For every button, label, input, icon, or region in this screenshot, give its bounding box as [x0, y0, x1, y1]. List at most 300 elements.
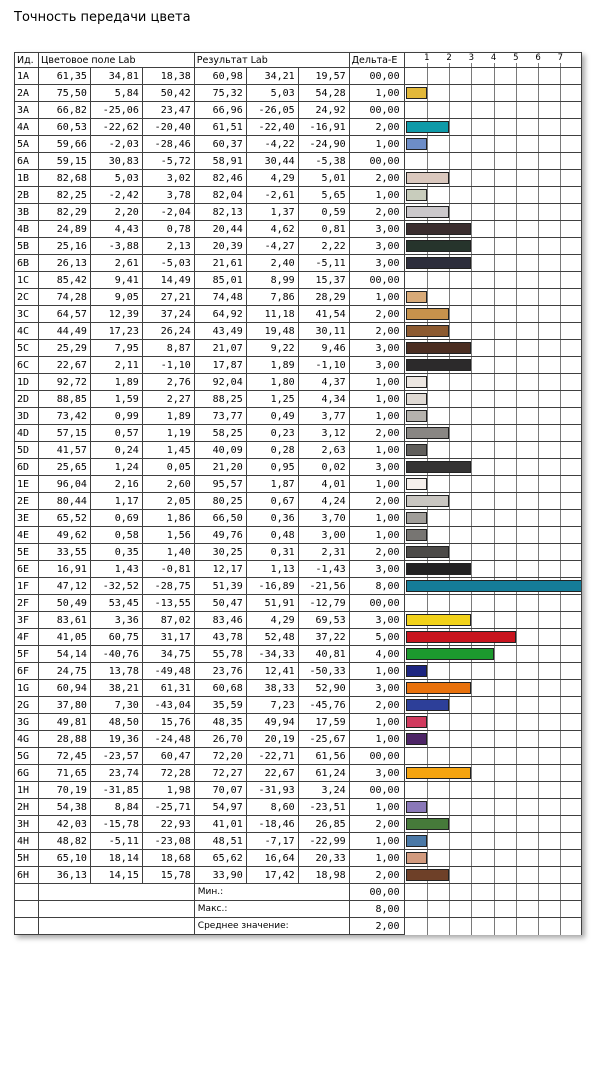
scale-gridline — [560, 204, 561, 220]
scale-gridline — [560, 867, 561, 883]
scale-gridline — [494, 731, 495, 747]
patch-id: 2G — [15, 697, 39, 714]
patch-a-value: -2,03 — [90, 136, 142, 153]
delta-e-value: 1,00 — [349, 663, 404, 680]
scale-gridline — [516, 391, 517, 407]
scale-gridline — [538, 255, 539, 271]
result-b-value: 61,56 — [298, 748, 349, 765]
delta-e-value: 1,00 — [349, 408, 404, 425]
scale-gridline — [449, 884, 450, 900]
scale-gridline — [560, 476, 561, 492]
result-a-value: 52,48 — [246, 629, 298, 646]
patch-b-value: 3,78 — [142, 187, 194, 204]
scale-tick — [494, 63, 495, 67]
result-a-value: 2,40 — [246, 255, 298, 272]
scale-gridline — [538, 527, 539, 543]
result-b-value: -50,33 — [298, 663, 349, 680]
delta-e-bar-cell — [404, 493, 581, 510]
result-l-value: 82,46 — [194, 170, 246, 187]
scale-gridline — [427, 374, 428, 390]
patch-id: 5A — [15, 136, 39, 153]
summary-label: Мин.: — [194, 884, 349, 901]
patch-b-value: -28,75 — [142, 578, 194, 595]
delta-e-bar-cell — [404, 510, 581, 527]
scale-gridline — [494, 850, 495, 866]
scale-gridline — [494, 816, 495, 832]
delta-e-value: 00,00 — [349, 153, 404, 170]
scale-gridline — [560, 527, 561, 543]
patch-b-value: 0,05 — [142, 459, 194, 476]
delta-e-bar — [406, 512, 427, 524]
scale-gridline — [427, 799, 428, 815]
scale-gridline — [449, 170, 450, 186]
scale-gridline — [538, 629, 539, 645]
scale-gridline — [538, 493, 539, 509]
table-row — [15, 306, 582, 323]
scale-gridline — [471, 799, 472, 815]
delta-e-bar — [406, 444, 427, 456]
patch-b-value: -5,03 — [142, 255, 194, 272]
scale-gridline — [538, 765, 539, 781]
patch-a-value: 14,15 — [90, 867, 142, 884]
color-accuracy-table — [14, 52, 582, 935]
scale-gridline — [516, 544, 517, 560]
summary-empty-patch — [38, 918, 194, 935]
delta-e-bar-cell — [404, 136, 581, 153]
scale-gridline — [471, 357, 472, 373]
scale-gridline — [494, 714, 495, 730]
result-l-value: 70,07 — [194, 782, 246, 799]
result-l-value: 82,04 — [194, 187, 246, 204]
result-b-value: 4,37 — [298, 374, 349, 391]
table-row — [15, 595, 582, 612]
scale-gridline — [494, 204, 495, 220]
scale-gridline — [471, 408, 472, 424]
scale-gridline — [516, 714, 517, 730]
patch-id: 5B — [15, 238, 39, 255]
patch-l-value: 48,82 — [38, 833, 90, 850]
scale-gridline — [449, 119, 450, 135]
scale-gridline — [516, 68, 517, 84]
result-l-value: 26,70 — [194, 731, 246, 748]
scale-gridline — [449, 85, 450, 101]
patch-l-value: 16,91 — [38, 561, 90, 578]
scale-gridline — [494, 884, 495, 900]
scale-gridline — [471, 748, 472, 764]
table-row — [15, 782, 582, 799]
scale-gridline — [516, 901, 517, 917]
result-a-value: 0,48 — [246, 527, 298, 544]
delta-e-bar-cell — [404, 153, 581, 170]
patch-b-value: 8,87 — [142, 340, 194, 357]
table-row — [15, 272, 582, 289]
delta-e-bar — [406, 240, 472, 252]
scale-gridline — [449, 544, 450, 560]
scale-gridline — [471, 442, 472, 458]
result-a-value: 4,29 — [246, 612, 298, 629]
scale-gridline — [494, 102, 495, 118]
scale-gridline — [516, 799, 517, 815]
patch-b-value: -49,48 — [142, 663, 194, 680]
patch-a-value: -40,76 — [90, 646, 142, 663]
scale-gridline — [471, 204, 472, 220]
delta-e-bar-cell — [404, 340, 581, 357]
scale-gridline — [471, 68, 472, 84]
patch-id: 4F — [15, 629, 39, 646]
delta-e-value: 3,00 — [349, 680, 404, 697]
scale-gridline — [449, 527, 450, 543]
patch-a-value: 0,58 — [90, 527, 142, 544]
patch-a-value: 5,03 — [90, 170, 142, 187]
patch-l-value: 66,82 — [38, 102, 90, 119]
patch-a-value: 8,84 — [90, 799, 142, 816]
scale-gridline — [516, 782, 517, 798]
result-l-value: 58,91 — [194, 153, 246, 170]
result-a-value: 22,67 — [246, 765, 298, 782]
patch-b-value: 31,17 — [142, 629, 194, 646]
result-a-value: 1,13 — [246, 561, 298, 578]
scale-gridline — [560, 918, 561, 935]
patch-b-value: 1,40 — [142, 544, 194, 561]
delta-e-value: 8,00 — [349, 578, 404, 595]
patch-id: 3D — [15, 408, 39, 425]
scale-gridline — [494, 374, 495, 390]
scale-gridline — [538, 391, 539, 407]
patch-id: 1F — [15, 578, 39, 595]
patch-id: 6A — [15, 153, 39, 170]
scale-gridline — [516, 119, 517, 135]
result-a-value: -31,93 — [246, 782, 298, 799]
patch-l-value: 47,12 — [38, 578, 90, 595]
delta-e-bar — [406, 478, 427, 490]
result-b-value: 3,12 — [298, 425, 349, 442]
patch-l-value: 88,85 — [38, 391, 90, 408]
delta-e-value: 3,00 — [349, 612, 404, 629]
scale-gridline — [516, 765, 517, 781]
delta-e-value: 2,00 — [349, 867, 404, 884]
result-l-value: 82,13 — [194, 204, 246, 221]
patch-l-value: 65,52 — [38, 510, 90, 527]
result-b-value: 15,37 — [298, 272, 349, 289]
result-b-value: -1,43 — [298, 561, 349, 578]
scale-gridline — [560, 170, 561, 186]
patch-b-value: 50,42 — [142, 85, 194, 102]
result-b-value: 5,01 — [298, 170, 349, 187]
header-delta-e: Дельта-Е — [349, 53, 404, 68]
scale-gridline — [538, 459, 539, 475]
scale-gridline — [471, 289, 472, 305]
scale-gridline — [538, 357, 539, 373]
scale-gridline — [538, 374, 539, 390]
scale-gridline — [560, 833, 561, 849]
table-row — [15, 612, 582, 629]
delta-e-value: 3,00 — [349, 561, 404, 578]
scale-gridline — [538, 663, 539, 679]
scale-gridline — [449, 510, 450, 526]
scale-gridline — [449, 663, 450, 679]
result-l-value: 33,90 — [194, 867, 246, 884]
table-row — [15, 697, 582, 714]
patch-a-value: -15,78 — [90, 816, 142, 833]
scale-gridline — [427, 136, 428, 152]
scale-gridline — [516, 272, 517, 288]
scale-gridline — [516, 357, 517, 373]
delta-e-value: 00,00 — [349, 102, 404, 119]
delta-e-bar — [406, 733, 427, 745]
scale-gridline — [471, 272, 472, 288]
result-b-value: -16,91 — [298, 119, 349, 136]
scale-gridline — [494, 119, 495, 135]
patch-l-value: 82,68 — [38, 170, 90, 187]
scale-gridline — [471, 884, 472, 900]
patch-l-value: 80,44 — [38, 493, 90, 510]
scale-gridline — [516, 595, 517, 611]
scale-gridline — [471, 153, 472, 169]
delta-e-bar-cell — [404, 391, 581, 408]
table-row — [15, 867, 582, 884]
result-l-value: 72,27 — [194, 765, 246, 782]
result-b-value: 0,81 — [298, 221, 349, 238]
scale-gridline — [494, 833, 495, 849]
patch-b-value: -13,55 — [142, 595, 194, 612]
scale-gridline — [560, 68, 561, 84]
scale-gridline — [516, 646, 517, 662]
scale-gridline — [427, 187, 428, 203]
result-b-value: 3,70 — [298, 510, 349, 527]
scale-gridline — [494, 68, 495, 84]
table-row — [15, 442, 582, 459]
result-b-value: -5,11 — [298, 255, 349, 272]
delta-e-bar — [406, 206, 450, 218]
scale-gridline — [538, 68, 539, 84]
result-l-value: 60,98 — [194, 68, 246, 85]
result-a-value: 7,23 — [246, 697, 298, 714]
scale-gridline — [516, 697, 517, 713]
patch-a-value: 7,30 — [90, 697, 142, 714]
result-l-value: 73,77 — [194, 408, 246, 425]
scale-gridline — [560, 510, 561, 526]
patch-id: 2E — [15, 493, 39, 510]
scale-gridline — [516, 731, 517, 747]
scale-gridline — [494, 255, 495, 271]
scale-gridline — [449, 867, 450, 883]
patch-l-value: 60,94 — [38, 680, 90, 697]
delta-e-bar — [406, 342, 472, 354]
patch-id: 3E — [15, 510, 39, 527]
patch-id: 6G — [15, 765, 39, 782]
delta-e-bar-cell — [404, 731, 581, 748]
scale-gridline — [538, 799, 539, 815]
delta-e-bar-cell — [404, 663, 581, 680]
delta-e-bar — [406, 614, 472, 626]
patch-id: 6F — [15, 663, 39, 680]
scale-gridline — [538, 119, 539, 135]
scale-gridline — [471, 765, 472, 781]
delta-e-bar-cell — [404, 765, 581, 782]
scale-gridline — [494, 238, 495, 254]
scale-gridline — [494, 595, 495, 611]
patch-id: 1H — [15, 782, 39, 799]
delta-e-bar-cell — [404, 748, 581, 765]
patch-id: 2D — [15, 391, 39, 408]
delta-e-value: 00,00 — [349, 595, 404, 612]
result-a-value: 51,91 — [246, 595, 298, 612]
delta-e-value: 1,00 — [349, 527, 404, 544]
table-row — [15, 578, 582, 595]
scale-gridline — [538, 833, 539, 849]
scale-gridline — [560, 153, 561, 169]
delta-e-value: 1,00 — [349, 850, 404, 867]
result-l-value: 85,01 — [194, 272, 246, 289]
patch-b-value: 72,28 — [142, 765, 194, 782]
patch-l-value: 82,25 — [38, 187, 90, 204]
scale-gridline — [560, 85, 561, 101]
patch-id: 3B — [15, 204, 39, 221]
delta-e-value: 2,00 — [349, 306, 404, 323]
delta-e-bar-cell — [404, 646, 581, 663]
scale-gridline — [471, 527, 472, 543]
patch-l-value: 61,35 — [38, 68, 90, 85]
scale-gridline — [560, 765, 561, 781]
scale-gridline — [471, 119, 472, 135]
delta-e-bar — [406, 189, 427, 201]
delta-e-value: 2,00 — [349, 493, 404, 510]
patch-a-value: 4,43 — [90, 221, 142, 238]
scale-label: 4 — [490, 53, 497, 63]
result-a-value: -4,22 — [246, 136, 298, 153]
result-a-value: 0,36 — [246, 510, 298, 527]
delta-e-bar — [406, 716, 427, 728]
patch-id: 3F — [15, 612, 39, 629]
result-b-value: 20,33 — [298, 850, 349, 867]
delta-e-bar — [406, 699, 450, 711]
scale-gridline — [449, 731, 450, 747]
scale-gridline — [560, 272, 561, 288]
delta-e-bar-cell — [404, 119, 581, 136]
delta-e-bar — [406, 87, 427, 99]
patch-b-value: 15,78 — [142, 867, 194, 884]
scale-gridline — [538, 850, 539, 866]
patch-b-value: 26,24 — [142, 323, 194, 340]
result-l-value: 20,39 — [194, 238, 246, 255]
scale-gridline — [516, 833, 517, 849]
scale-gridline — [538, 595, 539, 611]
result-b-value: -22,99 — [298, 833, 349, 850]
patch-l-value: 74,28 — [38, 289, 90, 306]
delta-e-bar — [406, 648, 494, 660]
result-b-value: -5,38 — [298, 153, 349, 170]
scale-gridline — [471, 697, 472, 713]
scale-gridline — [471, 561, 472, 577]
scale-gridline — [560, 238, 561, 254]
table-row — [15, 221, 582, 238]
patch-a-value: 1,24 — [90, 459, 142, 476]
scale-gridline — [538, 187, 539, 203]
page-title: Точность передачи цвета — [14, 10, 191, 25]
scale-gridline — [538, 918, 539, 935]
scale-gridline — [494, 425, 495, 441]
scale-gridline — [494, 340, 495, 356]
delta-e-bar — [406, 461, 472, 473]
scale-gridline — [538, 306, 539, 322]
scale-gridline — [494, 544, 495, 560]
scale-gridline — [538, 170, 539, 186]
scale-gridline — [494, 748, 495, 764]
scale-gridline — [449, 833, 450, 849]
scale-gridline — [494, 272, 495, 288]
scale-gridline — [427, 153, 428, 169]
patch-b-value: 18,38 — [142, 68, 194, 85]
scale-tick — [538, 63, 539, 67]
scale-gridline — [560, 663, 561, 679]
scale-gridline — [494, 493, 495, 509]
table-row — [15, 646, 582, 663]
patch-b-value: 1,86 — [142, 510, 194, 527]
scale-tick — [516, 63, 517, 67]
delta-e-bar-cell — [404, 442, 581, 459]
scale-gridline — [538, 476, 539, 492]
scale-gridline — [516, 442, 517, 458]
result-l-value: 58,25 — [194, 425, 246, 442]
scale-gridline — [516, 170, 517, 186]
patch-a-value: 1,43 — [90, 561, 142, 578]
result-b-value: 19,57 — [298, 68, 349, 85]
summary-scale-cell — [404, 918, 581, 935]
result-b-value: 4,24 — [298, 493, 349, 510]
scale-gridline — [471, 221, 472, 237]
delta-e-value: 00,00 — [349, 782, 404, 799]
summary-empty-id — [15, 884, 39, 901]
patch-id: 5H — [15, 850, 39, 867]
delta-e-value: 1,00 — [349, 187, 404, 204]
delta-e-value: 5,00 — [349, 629, 404, 646]
delta-e-bar — [406, 665, 427, 677]
patch-l-value: 59,66 — [38, 136, 90, 153]
patch-a-value: 38,21 — [90, 680, 142, 697]
scale-gridline — [560, 561, 561, 577]
result-l-value: 88,25 — [194, 391, 246, 408]
scale-gridline — [560, 374, 561, 390]
delta-e-bar — [406, 682, 472, 694]
scale-gridline — [560, 306, 561, 322]
scale-gridline — [516, 408, 517, 424]
patch-id: 1G — [15, 680, 39, 697]
scale-gridline — [471, 170, 472, 186]
scale-gridline — [494, 289, 495, 305]
scale-gridline — [516, 663, 517, 679]
scale-gridline — [427, 884, 428, 900]
patch-l-value: 22,67 — [38, 357, 90, 374]
result-a-value: 0,31 — [246, 544, 298, 561]
scale-gridline — [538, 612, 539, 628]
result-a-value: 0,67 — [246, 493, 298, 510]
scale-gridline — [560, 884, 561, 900]
patch-b-value: -25,71 — [142, 799, 194, 816]
table-row — [15, 425, 582, 442]
scale-gridline — [449, 493, 450, 509]
result-l-value: 30,25 — [194, 544, 246, 561]
scale-gridline — [516, 476, 517, 492]
result-l-value: 50,47 — [194, 595, 246, 612]
scale-gridline — [538, 782, 539, 798]
patch-l-value: 50,49 — [38, 595, 90, 612]
patch-l-value: 57,15 — [38, 425, 90, 442]
patch-a-value: 12,39 — [90, 306, 142, 323]
scale-gridline — [449, 374, 450, 390]
scale-gridline — [471, 493, 472, 509]
patch-a-value: 7,95 — [90, 340, 142, 357]
scale-gridline — [427, 901, 428, 917]
